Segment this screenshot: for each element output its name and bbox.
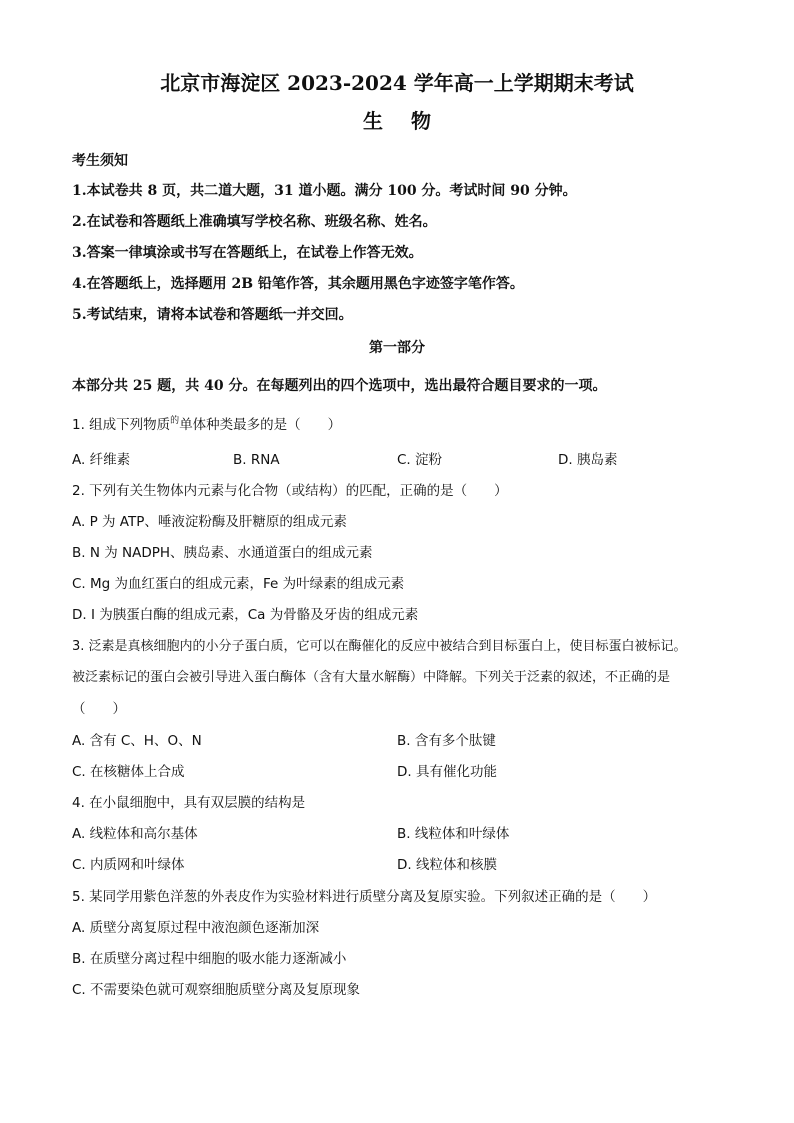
question-1-option-d: D. 胰岛素: [558, 452, 618, 468]
question-2-option-c: C. Mg 为血红蛋白的组成元素，Fe 为叶绿素的组成元素: [72, 576, 405, 592]
question-1-stem-b: 单体种类最多的是（ ）: [179, 417, 342, 433]
question-1-option-c: C. 淀粉: [397, 452, 443, 468]
notice-item-2: 2.在试卷和答题纸上准确填写学校名称、班级名称、姓名。: [72, 214, 437, 230]
part-heading: 第一部分: [369, 340, 425, 356]
question-1-stem: [72, 416, 341, 436]
question-5-option-b: B. 在质壁分离过程中细胞的吸水能力逐渐减小: [72, 951, 347, 967]
question-4-option-a: A. 线粒体和高尔基体: [72, 826, 198, 842]
question-3-stem-line-1: 3. 泛素是真核细胞内的小分子蛋白质，它可以在酶催化的反应中被结合到目标蛋白上，使目标蛋白被标记。: [72, 639, 687, 654]
question-2-option-a: A. P 为 ATP、唾液淀粉酶及肝糖原的组成元素: [72, 514, 347, 530]
question-2-option-b: B. N 为 NADPH、胰岛素、水通道蛋白的组成元素: [72, 545, 373, 561]
notice-item-4: 4.在答题纸上，选择题用 2B 铅笔作答，其余题用黑色字迹签字笔作答。: [72, 276, 524, 292]
subject-title: 生物: [363, 109, 459, 133]
question-3-option-d: D. 具有催化功能: [397, 764, 497, 780]
question-4-stem: 4. 在小鼠细胞中，具有双层膜的结构是: [72, 795, 306, 811]
notice-heading: 考生须知: [72, 153, 128, 169]
question-3-option-a: A. 含有 C、H、O、N: [72, 733, 202, 749]
question-2-option-d: D. I 为胰蛋白酶的组成元素，Ca 为骨骼及牙齿的组成元素: [72, 607, 419, 623]
question-4-option-b: B. 线粒体和叶绿体: [397, 826, 510, 842]
question-1-option-b: B. RNA: [233, 452, 280, 468]
question-3-stem-line-3: （ ）: [72, 701, 126, 717]
notice-item-3: 3.答案一律填涂或书写在答题纸上，在试卷上作答无效。: [72, 245, 423, 261]
question-3-option-c: C. 在核糖体上合成: [72, 764, 185, 780]
question-4-option-d: D. 线粒体和核膜: [397, 857, 497, 873]
question-1-stem-sup: 的: [170, 416, 180, 426]
question-5-option-c: C. 不需要染色就可观察细胞质壁分离及复原现象: [72, 982, 361, 998]
notice-item-1: 1.本试卷共 8 页，共二道大题，31 道小题。满分 100 分。考试时间 90 分钟。: [72, 183, 577, 199]
question-4-option-c: C. 内质网和叶绿体: [72, 857, 185, 873]
part-instruction: 本部分共 25 题，共 40 分。在每题列出的四个选项中，选出最符合题目要求的一项。: [72, 378, 607, 394]
question-1-stem-a: 1. 组成下列物质: [72, 417, 171, 433]
question-3-stem-line-2: 被泛素标记的蛋白会被引导进入蛋白酶体（含有大量水解酶）中降解。下列关于泛素的叙述，不正确的是: [72, 670, 671, 685]
question-2-stem: 2. 下列有关生物体内元素与化合物（或结构）的匹配，正确的是（ ）: [72, 483, 508, 499]
notice-item-5: 5.考试结束，请将本试卷和答题纸一并交回。: [72, 307, 353, 323]
exam-title: 北京市海淀区 2023-2024 学年高一上学期期末考试: [160, 71, 634, 95]
question-1-option-a: A. 纤维素: [72, 452, 131, 468]
question-3-option-b: B. 含有多个肽键: [397, 733, 496, 749]
question-5-option-a: A. 质壁分离复原过程中液泡颜色逐渐加深: [72, 920, 320, 936]
question-5-stem: 5. 某同学用紫色洋葱的外表皮作为实验材料进行质壁分离及复原实验。下列叙述正确的是（ ）: [72, 889, 657, 905]
